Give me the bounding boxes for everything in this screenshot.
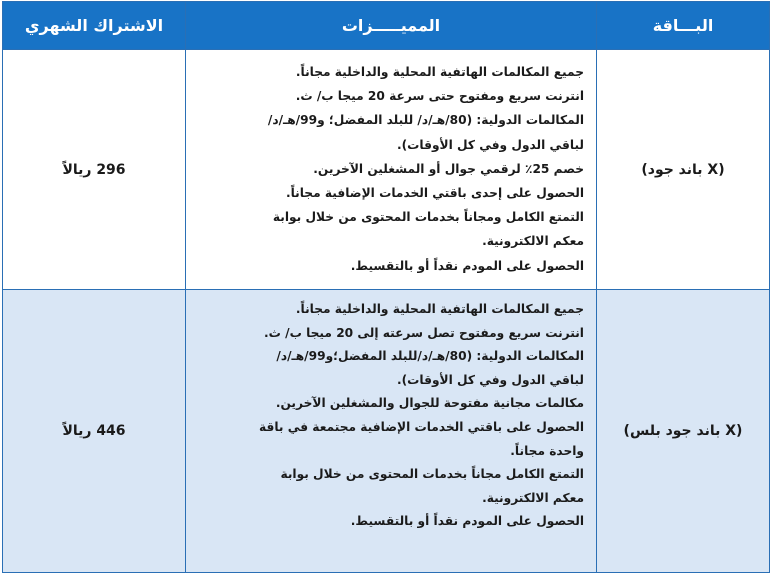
- feature-item: مكالمات مجانية مفتوحة للجوال والمشغلين الآخرين.: [275, 396, 584, 411]
- feature-item: واحدة مجاناً.: [510, 443, 584, 458]
- features-list: [186, 50, 597, 290]
- feature-item: لباقي الدول وفي كل الأوقات).: [396, 137, 584, 152]
- feature-item: التمتع الكامل ومجاناً بخدمات المحتوى من خلال بوابة: [272, 210, 584, 225]
- feature-item: الحصول على المودم نقداً أو بالتقسيط.: [350, 258, 584, 273]
- features-list: [186, 290, 597, 573]
- monthly-price: 296 ريالاً: [3, 50, 186, 290]
- monthly-price: 446 ريالاً: [3, 290, 186, 573]
- feature-item: انترنت سريع ومفتوح تصل سرعته إلى 20 ميجا ب/ ث.: [264, 325, 584, 340]
- feature-item: الحصول على إحدى باقتي الخدمات الإضافية مجاناً.: [285, 186, 584, 201]
- feature-item: جميع المكالمات الهاتفية المحلية والداخلية مجاناً.: [295, 302, 584, 316]
- feature-item: المكالمات الدولية: (80/هـ/د/ للبلد المفضل؛ و99/هـ/د/: [267, 113, 584, 128]
- feature-item: الحصول على باقتي الخدمات الإضافية مجتمعة في باقة: [258, 419, 584, 434]
- header-package: البـــاقة: [597, 2, 770, 50]
- feature-item: جميع المكالمات الهاتفية المحلية والداخلية مجاناً.: [295, 65, 584, 79]
- feature-item: معكم الالكترونية.: [482, 490, 584, 505]
- feature-item: لباقي الدول وفي كل الأوقات).: [396, 372, 584, 387]
- table-row: [3, 50, 770, 290]
- package-name: (X باند جود): [597, 50, 770, 290]
- feature-item: انترنت سريع ومفتوح حتى سرعة 20 ميجا ب/ ث.: [295, 89, 584, 104]
- feature-item: المكالمات الدولية: (80/هـ/د/للبلد المفضل؛و99/هـ/د/: [276, 349, 584, 364]
- feature-item: خصم 25٪ لرقمي جوال أو المشغلين الآخرين.: [313, 161, 584, 176]
- packages-table: [2, 1, 770, 573]
- header-price: الاشتراك الشهري: [3, 2, 186, 50]
- package-name: (X باند جود بلس): [597, 290, 770, 573]
- feature-item: الحصول على المودم نقداً أو بالتقسيط.: [350, 514, 584, 529]
- header-features: المميـــــزات: [186, 2, 597, 50]
- feature-item: معكم الالكترونية.: [482, 234, 584, 249]
- feature-item: التمتع الكامل مجاناً بخدمات المحتوى من خلال بوابة: [280, 467, 584, 482]
- table-header-row: [3, 2, 770, 50]
- table-row: [3, 290, 770, 573]
